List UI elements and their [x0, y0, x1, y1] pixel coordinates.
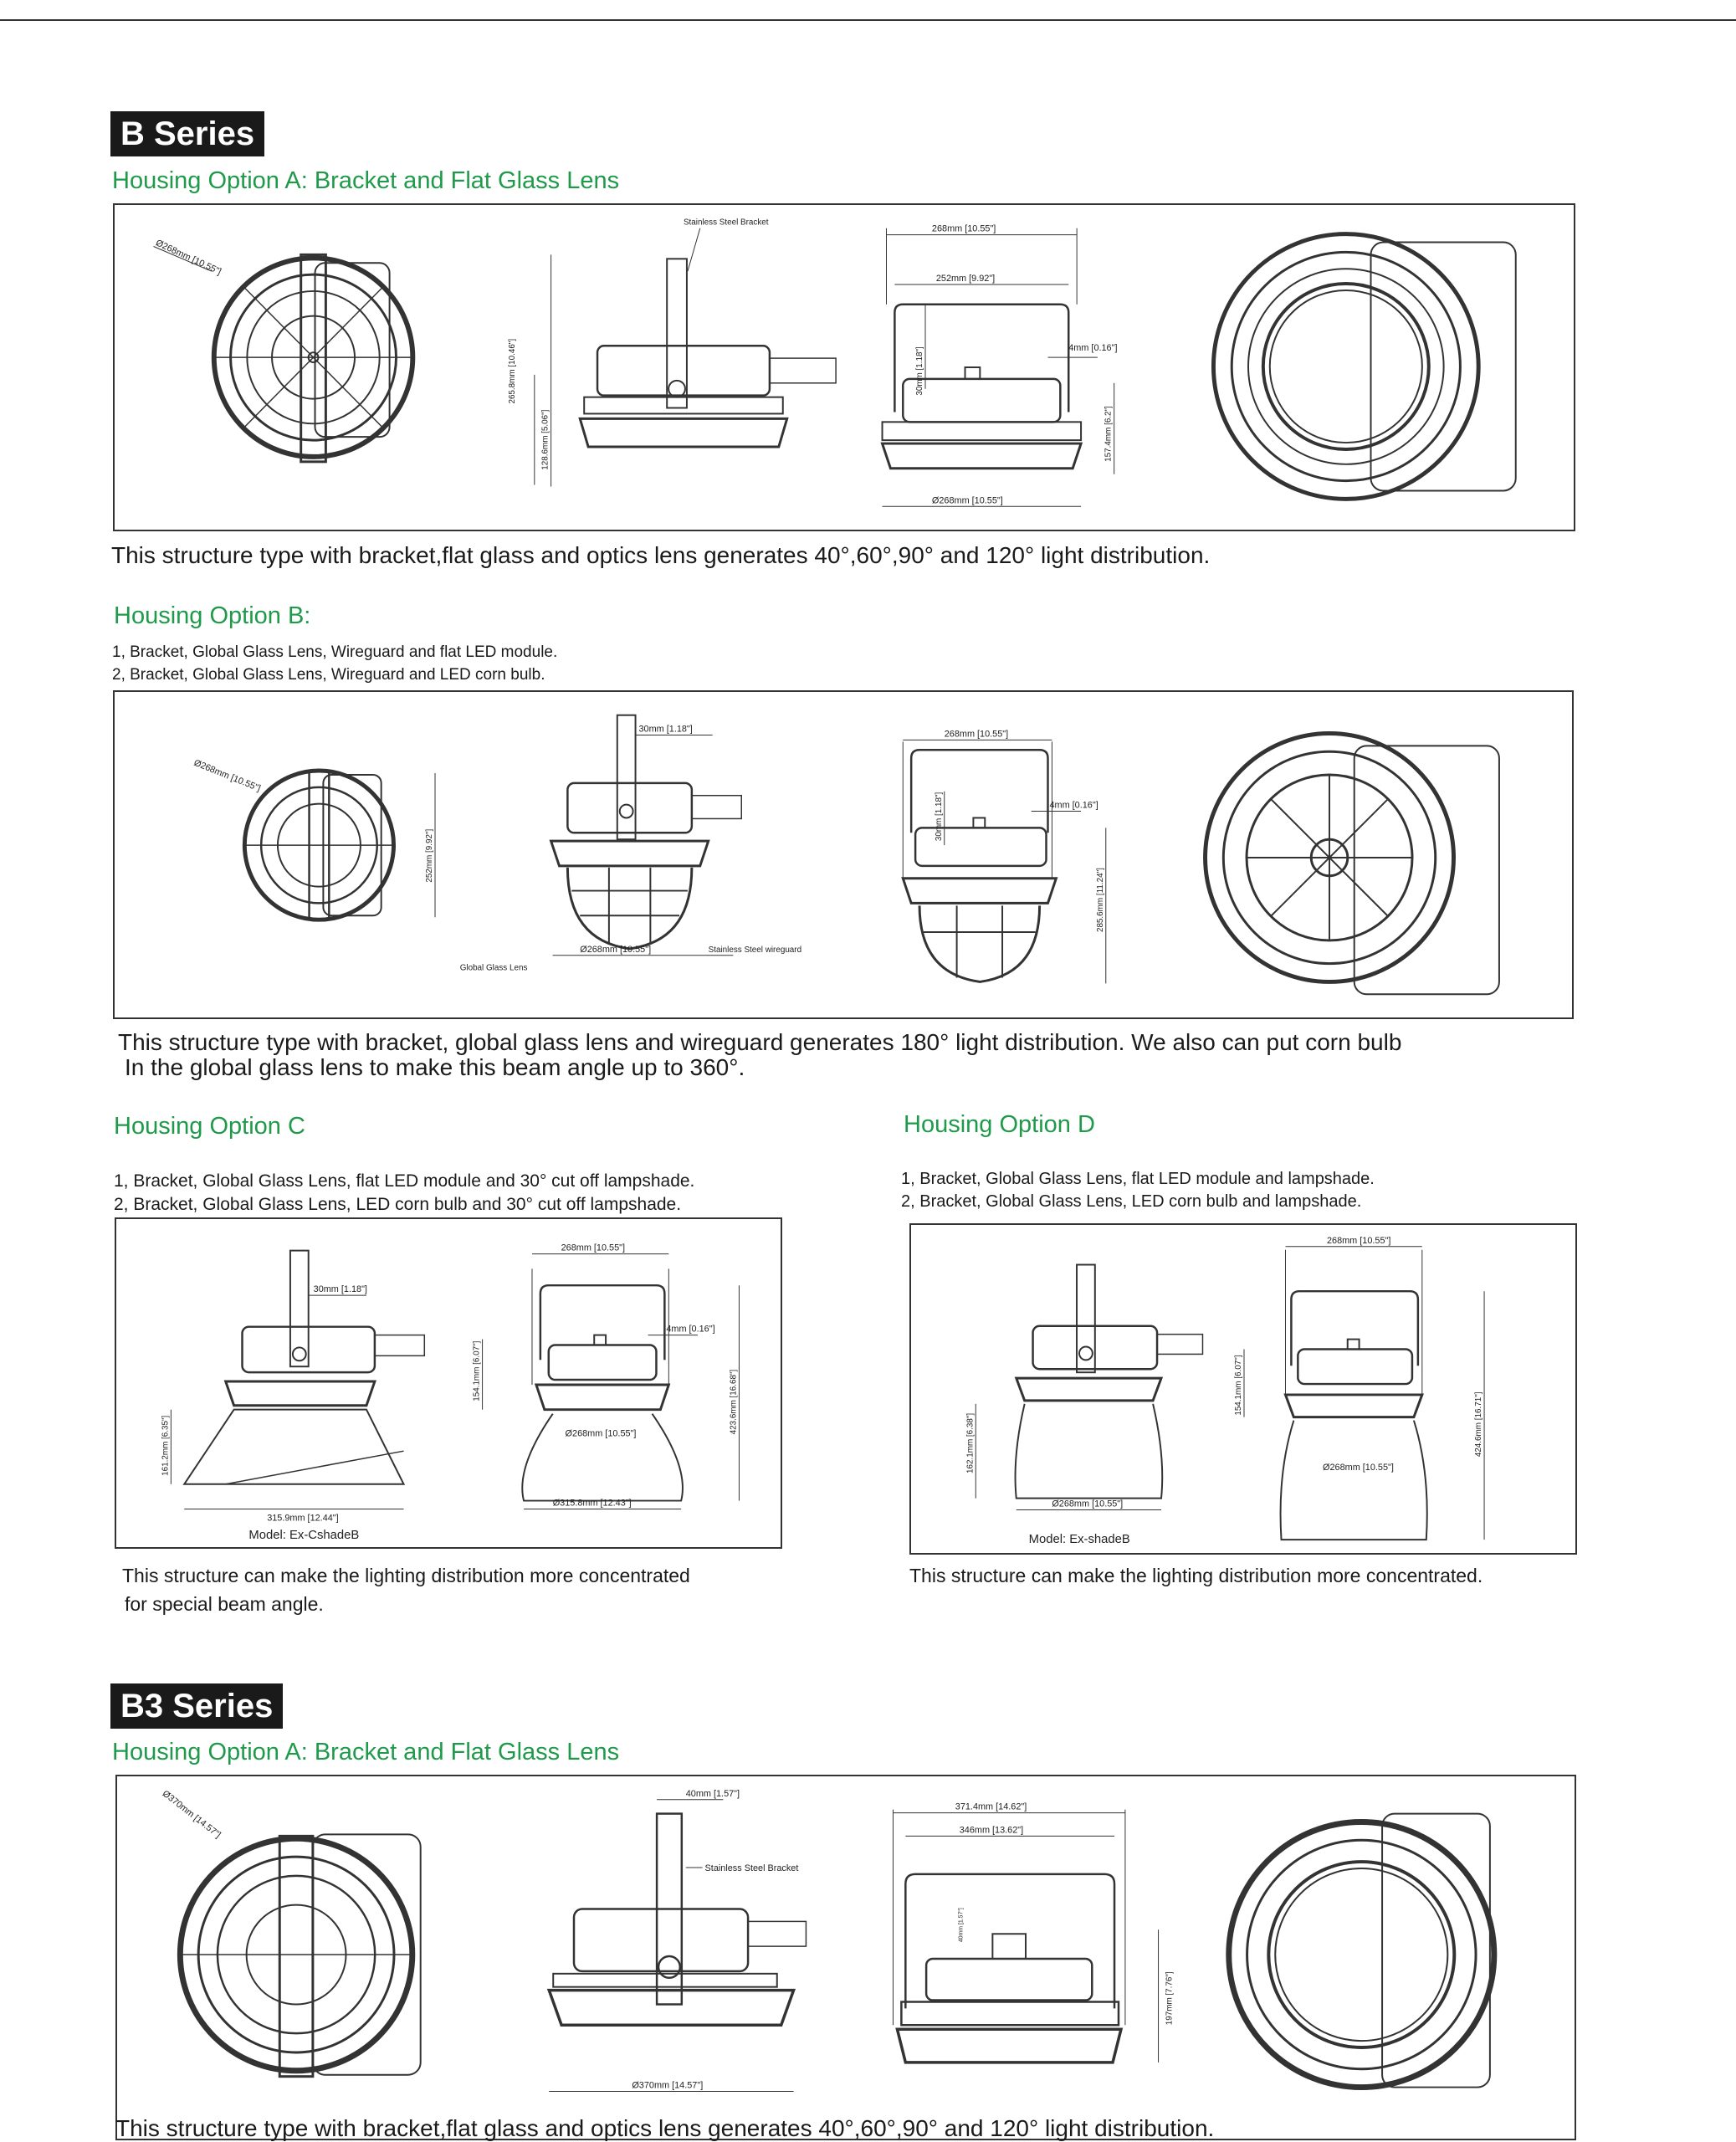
b-c-h423-label: 423.6mm [16.68"] — [729, 1369, 739, 1435]
b3-a-w371-label: 371.4mm [14.62"] — [955, 1801, 1027, 1812]
b3-a-h197-label: 197mm [7.76"] — [1165, 1971, 1175, 2026]
b-option-c-description-line2: for special beam angle. — [125, 1593, 324, 1615]
b-option-c-drawing-box — [115, 1217, 782, 1549]
b-c-h154-label: 154.1mm [6.07"] — [472, 1340, 482, 1402]
b-a-side-view — [580, 259, 836, 447]
b-a-t4-label: 4mm [0.16"] — [1068, 343, 1118, 354]
b3-a-h40-label: 40mm [1.57"] — [958, 1908, 965, 1943]
b-b-global-lens-label: Global Glass Lens — [459, 963, 528, 973]
b-option-b-item-1: 1, Bracket, Global Glass Lens, Wireguard and flat LED module. — [112, 643, 558, 661]
b-a-bracket-label: Stainless Steel Bracket — [683, 218, 769, 228]
b3-a-w346-label: 346mm [13.62"] — [959, 1825, 1024, 1836]
b3-a-front-view — [897, 1874, 1121, 2063]
b-option-d-description: This structure can make the lighting distribution more concentrated. — [909, 1565, 1483, 1586]
b-option-b-item-2: 2, Bracket, Global Glass Lens, Wireguard and LED corn bulb. — [112, 666, 545, 684]
b-b-w30-label: 30mm [1.18"] — [638, 724, 693, 735]
b-option-d-heading: Housing Option D — [904, 1111, 1095, 1138]
b3-a-bottom-view — [1229, 1814, 1494, 2088]
b-d-model: Model: Ex-shadeB — [1028, 1533, 1130, 1547]
b-option-c-item-2: 2, Bracket, Global Glass Lens, LED corn bulb and 30° cut off lampshade. — [114, 1195, 682, 1214]
b-b-h30v-label: 30mm [1.18"] — [934, 792, 944, 842]
b-option-d-drawing-box — [909, 1223, 1577, 1555]
b3-a-side-view — [549, 1814, 806, 2026]
b-option-c-heading: Housing Option C — [114, 1113, 305, 1140]
top-rule — [0, 19, 1736, 21]
b3-a-dia-diag-label: Ø370mm [14.57"] — [160, 1788, 223, 1841]
b-d-dia268b-label: Ø268mm [10.55"] — [1323, 1463, 1394, 1473]
b-option-b-description-line2: In the global glass lens to make this beam angle up to 360°. — [125, 1054, 745, 1080]
b-d-h424-label: 424.6mm [16.71"] — [1474, 1391, 1484, 1458]
b-c-model: Model: Ex-CshadeB — [248, 1529, 360, 1543]
b-b-dia-diag-label: Ø268mm [10.55"] — [192, 757, 263, 794]
b-b-wireguard-label: Stainless Steel wireguard — [708, 945, 802, 955]
b-b-h285-label: 285.6mm [11.24"] — [1095, 868, 1105, 933]
b-a-h128-label: 128.6mm [5.06"] — [540, 409, 551, 470]
b-c-h161-label: 161.2mm [6.35"] — [161, 1415, 171, 1476]
b-option-b-heading: Housing Option B: — [114, 602, 311, 629]
b-option-d-drawing — [911, 1225, 1575, 1553]
b-b-front-view — [903, 750, 1056, 981]
b3-a-bracket-label: Stainless Steel Bracket — [704, 1863, 799, 1873]
b-a-h30-label: 30mm [1.18"] — [915, 346, 925, 396]
b-option-c-drawing — [116, 1219, 781, 1547]
b-a-top-view — [154, 246, 413, 461]
b3-a-w40-label: 40mm [1.57"] — [685, 1788, 740, 1799]
b-option-a-heading: Housing Option A: Bracket and Flat Glass Lens — [112, 167, 620, 194]
b-d-side-view — [1016, 1265, 1203, 1499]
b-c-dia268-label: Ø268mm [10.55"] — [565, 1428, 637, 1439]
b-d-h154-label: 154.1mm [6.07"] — [1234, 1355, 1244, 1416]
b-a-w252-label: 252mm [9.92"] — [935, 274, 996, 284]
b-option-a-description: This structure type with bracket,flat glass and optics lens generates 40°,60°,90° and 120° light distribution. — [111, 542, 1211, 568]
b-c-front-view — [522, 1285, 683, 1500]
b-a-dia-diag-label: Ø268mm [10.55"] — [154, 238, 223, 278]
b-c-t4-label: 4mm [0.16"] — [666, 1324, 715, 1335]
b-d-h162-label: 162.1mm [6.38"] — [965, 1412, 976, 1473]
b-option-b-drawing-box — [113, 690, 1574, 1019]
b3-option-a-heading: Housing Option A: Bracket and Flat Glass Lens — [112, 1739, 620, 1765]
b-c-w268-label: 268mm [10.55"] — [561, 1243, 626, 1253]
b-a-w268-label: 268mm [10.55"] — [931, 223, 996, 234]
b-option-d-item-1: 1, Bracket, Global Glass Lens, flat LED module and lampshade. — [901, 1170, 1375, 1188]
b-b-h252-label: 252mm [9.92"] — [425, 828, 435, 883]
b3-a-top-view — [180, 1834, 420, 2076]
b-c-dia315-label: Ø315.8mm [12.43"] — [552, 1498, 632, 1509]
b-a-h157-label: 157.4mm [6.2"] — [1104, 406, 1114, 462]
b-b-dia268-label: Ø268mm [10.55"] — [580, 944, 652, 955]
b3-option-a-description: This structure type with bracket,flat glass and optics lens generates 40°,60°,90° and 120° light distribution. — [115, 2115, 1215, 2141]
b-a-front-view — [883, 305, 1082, 469]
b-d-dia268a-label: Ø268mm [10.55"] — [1052, 1499, 1124, 1509]
b-b-bottom-view — [1206, 733, 1499, 994]
b-b-side-view — [551, 715, 742, 949]
b3-option-a-drawing-box — [115, 1775, 1576, 2140]
b-d-w268-label: 268mm [10.55"] — [1326, 1235, 1391, 1246]
b-d-front-view — [1281, 1291, 1427, 1540]
b-option-b-description-line1: This structure type with bracket, global glass lens and wireguard generates 180° light distribution. We also can put corn bulb — [118, 1029, 1402, 1055]
b-b-w268-label: 268mm [10.55"] — [944, 729, 1009, 740]
b-a-h265-label: 265.8mm [10.46"] — [508, 338, 518, 404]
b-option-c-item-1: 1, Bracket, Global Glass Lens, flat LED module and 30° cut off lampshade. — [114, 1171, 695, 1191]
b-b-t4-label: 4mm [0.16"] — [1049, 800, 1098, 811]
b3-a-dia370-label: Ø370mm [14.57"] — [632, 2080, 704, 2091]
b-series-title: B Series — [110, 111, 264, 156]
b-a-dia-bottom-label: Ø268mm [10.55"] — [931, 495, 1003, 506]
b-option-b-drawing — [115, 692, 1572, 1017]
b3-series-title: B3 Series — [110, 1683, 283, 1729]
b-b-top-view — [244, 771, 393, 920]
b3-option-a-drawing — [117, 1776, 1575, 2139]
b-c-side-view — [184, 1251, 424, 1484]
b-option-c-description-line1: This structure can make the lighting distribution more concentrated — [122, 1565, 690, 1586]
b-option-a-drawing — [115, 205, 1574, 530]
b-option-a-drawing-box — [113, 203, 1575, 531]
b-a-bottom-view — [1213, 234, 1515, 500]
b-c-w30-label: 30mm [1.18"] — [313, 1284, 367, 1295]
b-option-d-item-2: 2, Bracket, Global Glass Lens, LED corn bulb and lampshade. — [901, 1192, 1362, 1211]
b-c-w315-label: 315.9mm [12.44"] — [267, 1513, 339, 1524]
